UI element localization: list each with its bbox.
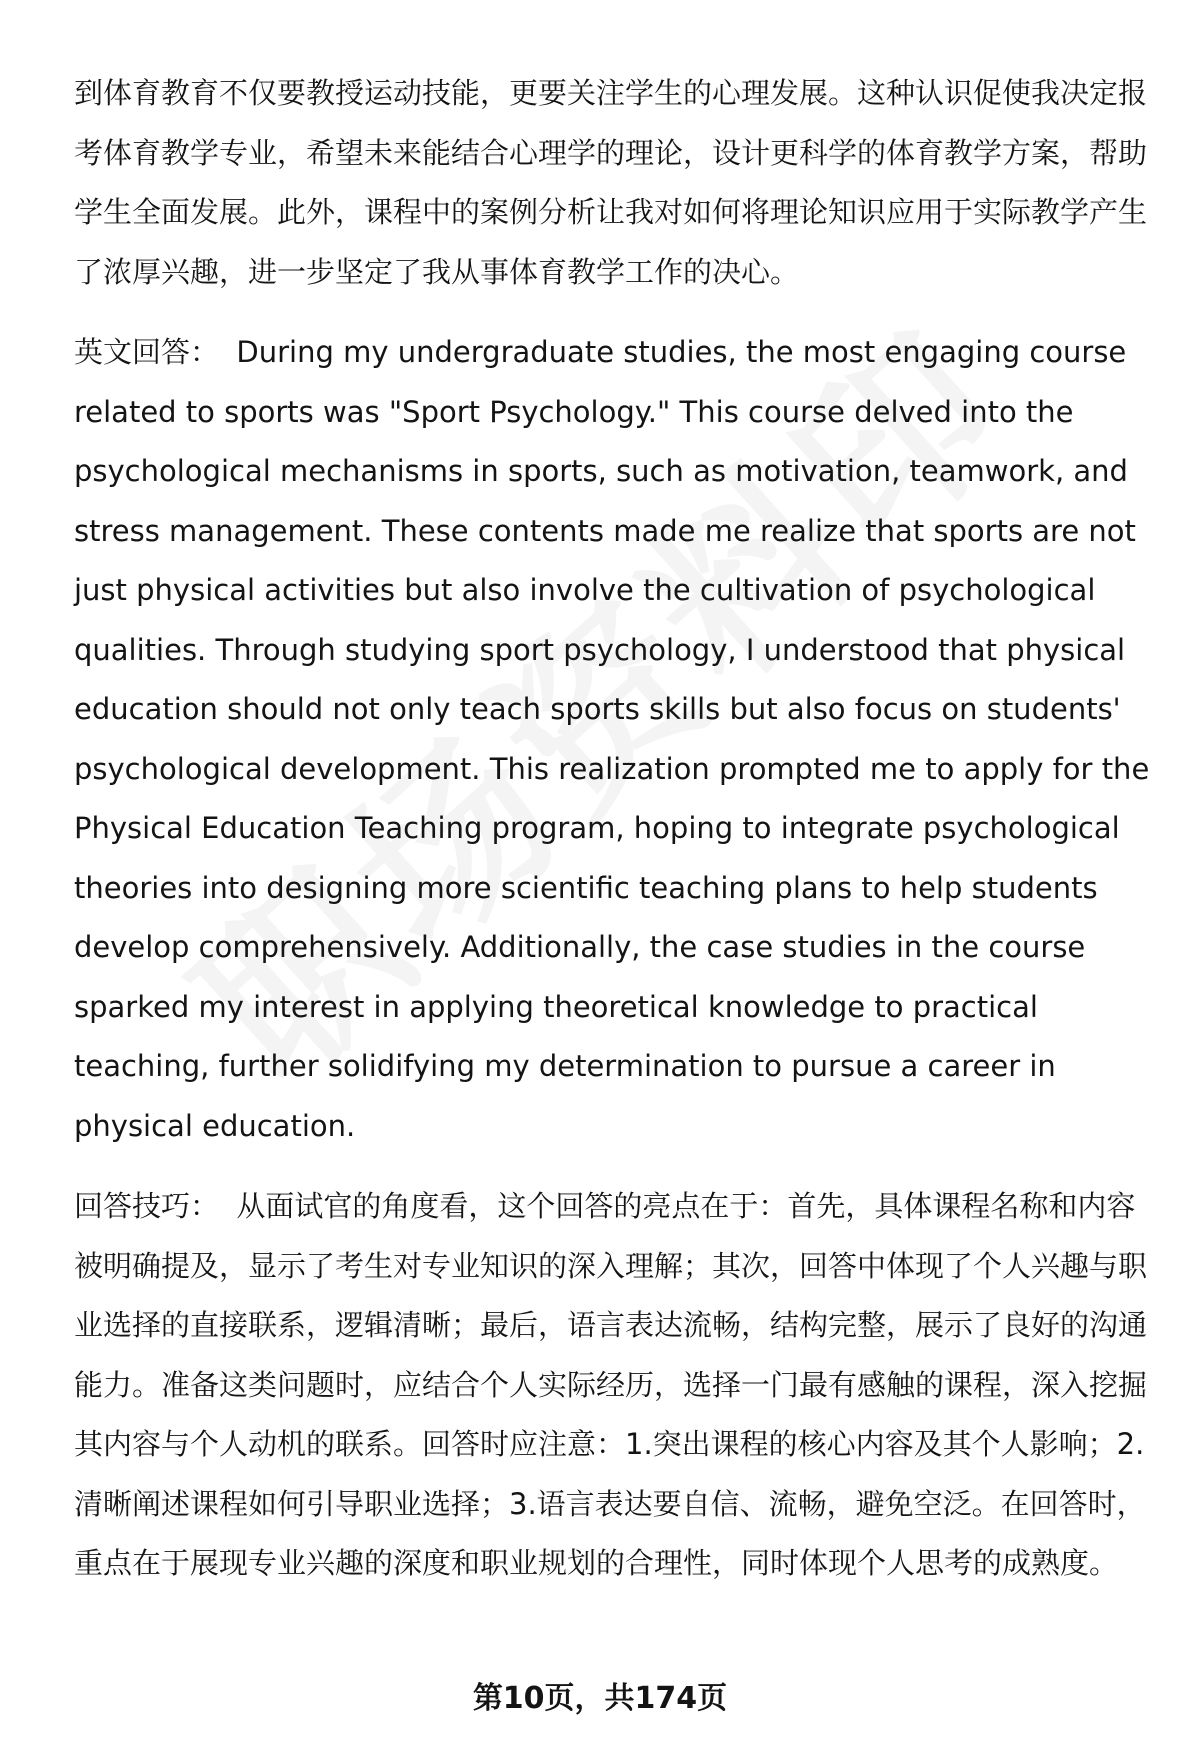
page-number: 第10页，共174页 [472,1681,728,1716]
paragraph-answer-tips [74,1177,1154,1594]
english-answer-text: During my undergraduate studies, the most engaging course related to sports was "Sport Psychology." This course delved into the psychological mechanisms in sports, such as motivation, teamwork, and stress management. These contents made me realize that sports are not just physical activities but also involve the cultivation of psychological qualities. Through studying sport psychology, I understood that physical education should not only teach sports skills but also focus on students' psychological development. This realization prompted me to apply for the Physical Education Teaching program, hoping to integrate psychological theories into designing more scientific teaching plans to help students develop comprehensively. Additionally, the case studies in the course sparked my interest in applying theoretical knowledge to practical teaching, further solidifying my determination to pursue a career in physical education. [74,335,1150,1143]
answer-tips-text: 从面试官的角度看，这个回答的亮点在于：首先，具体课程名称和内容被明确提及，显示了考生对专业知识的深入理解；其次，回答中体现了个人兴趣与职业选择的直接联系，逻辑清晰；最后，语言表达流畅，结构完整，展示了良好的沟通能力。准备这类问题时，应结合个人实际经历，选择一门最有感触的课程，深入挖掘其内容与个人动机的联系。回答时应注意：1.突出课程的核心内容及其个人影响；2.清晰阐述课程如何引导职业选择；3.语言表达要自信、流畅，避免空泛。在回答时，重点在于展现专业兴趣的深度和职业规划的合理性，同时体现个人思考的成熟度。 [74,1189,1148,1580]
paragraph-english-answer [74,323,1154,1156]
answer-tips-label: 回答技巧： [74,1189,220,1223]
document-body [74,64,1154,1594]
paragraph-chinese-answer-continued: 到体育教育不仅要教授运动技能，更要关注学生的心理发展。这种认识促使我决定报考体育教学专业，希望未来能结合心理学的理论，设计更科学的体育教学方案，帮助学生全面发展。此外，课程中的案例分析让我对如何将理论知识应用于实际教学产生了浓厚兴趣，进一步坚定了我从事体育教学工作的决心。 [74,76,1148,289]
english-answer-label: 英文回答： [74,335,220,369]
